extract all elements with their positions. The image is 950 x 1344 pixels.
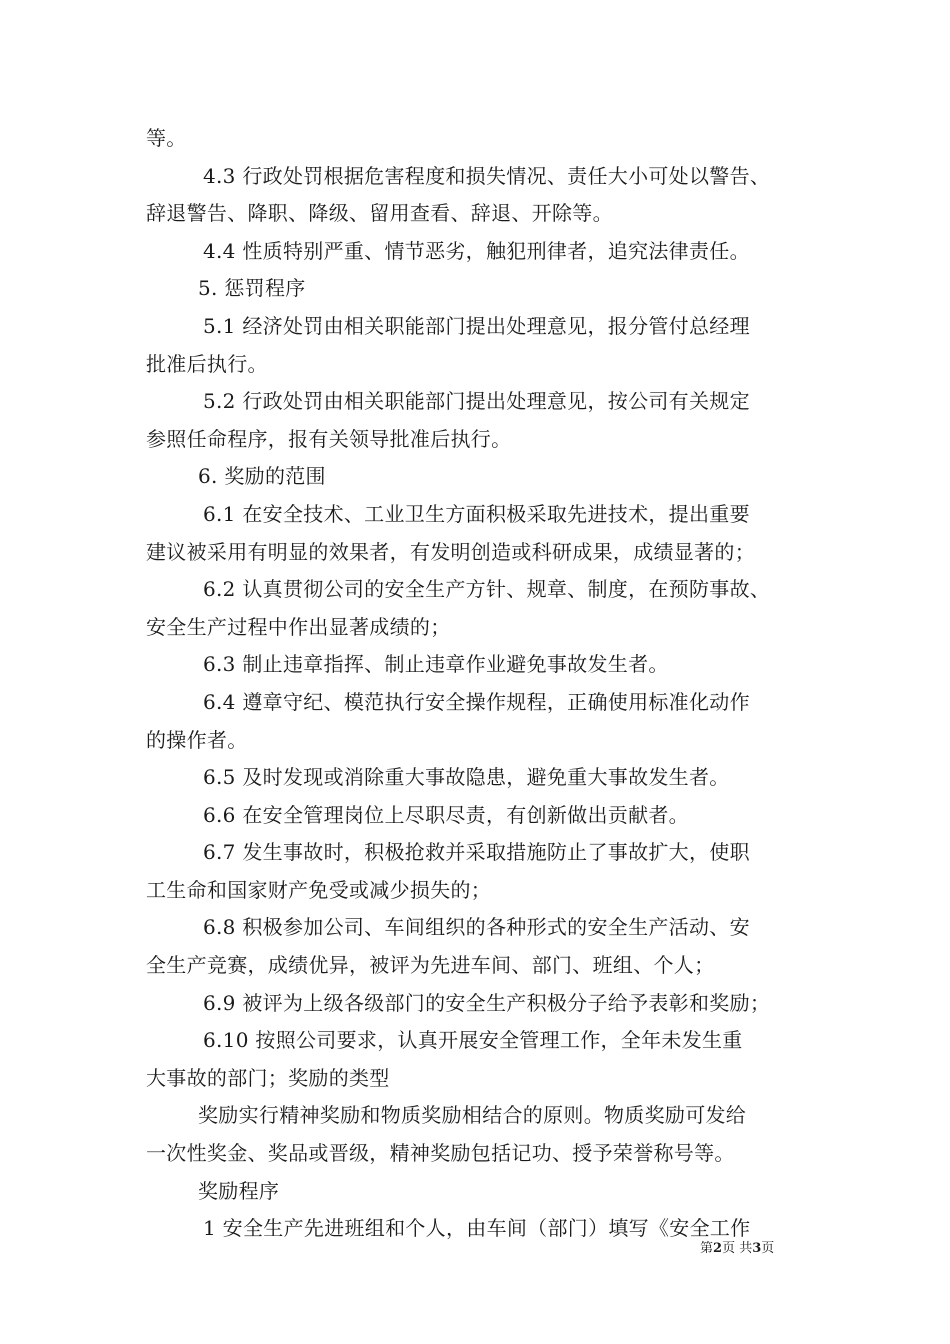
text-line: 奖励实行精神奖励和物质奖励相结合的原则。物质奖励可发给 — [198, 1103, 747, 1128]
text-line: 6.5 及时发现或消除重大事故隐患，避免重大事故发生者。 — [203, 765, 730, 790]
text-line: 的操作者。 — [146, 727, 248, 752]
text-line: 辞退警告、降职、降级、留用查看、辞退、开除等。 — [146, 201, 613, 226]
text-line: 5.1 经济处罚由相关职能部门提出处理意见，报分管付总经理 — [203, 313, 750, 338]
total-pages-number: 3 — [752, 1241, 762, 1256]
section-heading: 奖励程序 — [198, 1178, 280, 1203]
text-line: 6.6 在安全管理岗位上尽职尽责，有创新做出贡献者。 — [203, 802, 689, 827]
text-line: 6.3 制止违章指挥、制止违章作业避免事故发生者。 — [203, 652, 669, 677]
text-line: 6.1 在安全技术、工业卫生方面积极采取先进技术，提出重要 — [203, 501, 750, 526]
text-line: 1 安全生产先进班组和个人，由车间（部门）填写《安全工作 — [203, 1216, 751, 1241]
footer-middle: 页 共 — [722, 1241, 753, 1256]
text-line: 6.4 遵章守纪、模范执行安全操作规程，正确使用标准化动作 — [203, 689, 750, 714]
text-line: 大事故的部门；奖励的类型 — [146, 1065, 390, 1090]
text-line: 工生命和国家财产免受或减少损失的； — [146, 877, 492, 902]
text-line: 等。 — [146, 126, 187, 150]
text-line: 5.2 行政处罚由相关职能部门提出处理意见，按公司有关规定 — [203, 389, 750, 414]
text-line: 4.4 性质特别严重、情节恶劣，触犯刑律者，追究法律责任。 — [203, 238, 750, 263]
text-line: 安全生产过程中作出显著成绩的； — [146, 614, 451, 639]
section-heading: 5. 惩罚程序 — [198, 276, 306, 301]
text-line: 批准后执行。 — [146, 351, 268, 376]
text-line: 全生产竞赛，成绩优异，被评为先进车间、部门、班组、个人； — [146, 953, 715, 978]
text-line: 6.9 被评为上级各级部门的安全生产积极分子给予表彰和奖励； — [203, 990, 771, 1015]
text-line: 一次性奖金、奖品或晋级，精神奖励包括记功、授予荣誉称号等。 — [146, 1141, 735, 1166]
text-line: 6.8 积极参加公司、车间组织的各种形式的安全生产活动、安 — [203, 915, 750, 940]
text-line: 建议被采用有明显的效果者，有发明创造或科研成果，成绩显著的； — [146, 539, 755, 564]
section-heading: 6. 奖励的范围 — [198, 464, 326, 489]
text-line: 6.10 按照公司要求，认真开展安全管理工作，全年未发生重 — [203, 1028, 743, 1053]
text-line: 4.3 行政处罚根据危害程度和损失情况、责任大小可处以警告、 — [203, 163, 771, 188]
text-line: 6.7 发生事故时，积极抢救并采取措施防止了事故扩大，使职 — [203, 840, 750, 865]
current-page-number: 2 — [713, 1241, 723, 1256]
text-line: 参照任命程序，报有关领导批准后执行。 — [146, 426, 512, 451]
footer-suffix: 页 — [761, 1241, 775, 1256]
footer-prefix: 第 — [700, 1241, 714, 1256]
text-line: 6.2 认真贯彻公司的安全生产方针、规章、制度，在预防事故、 — [203, 577, 771, 602]
page-footer — [700, 1240, 820, 1258]
body-text — [146, 120, 816, 1248]
